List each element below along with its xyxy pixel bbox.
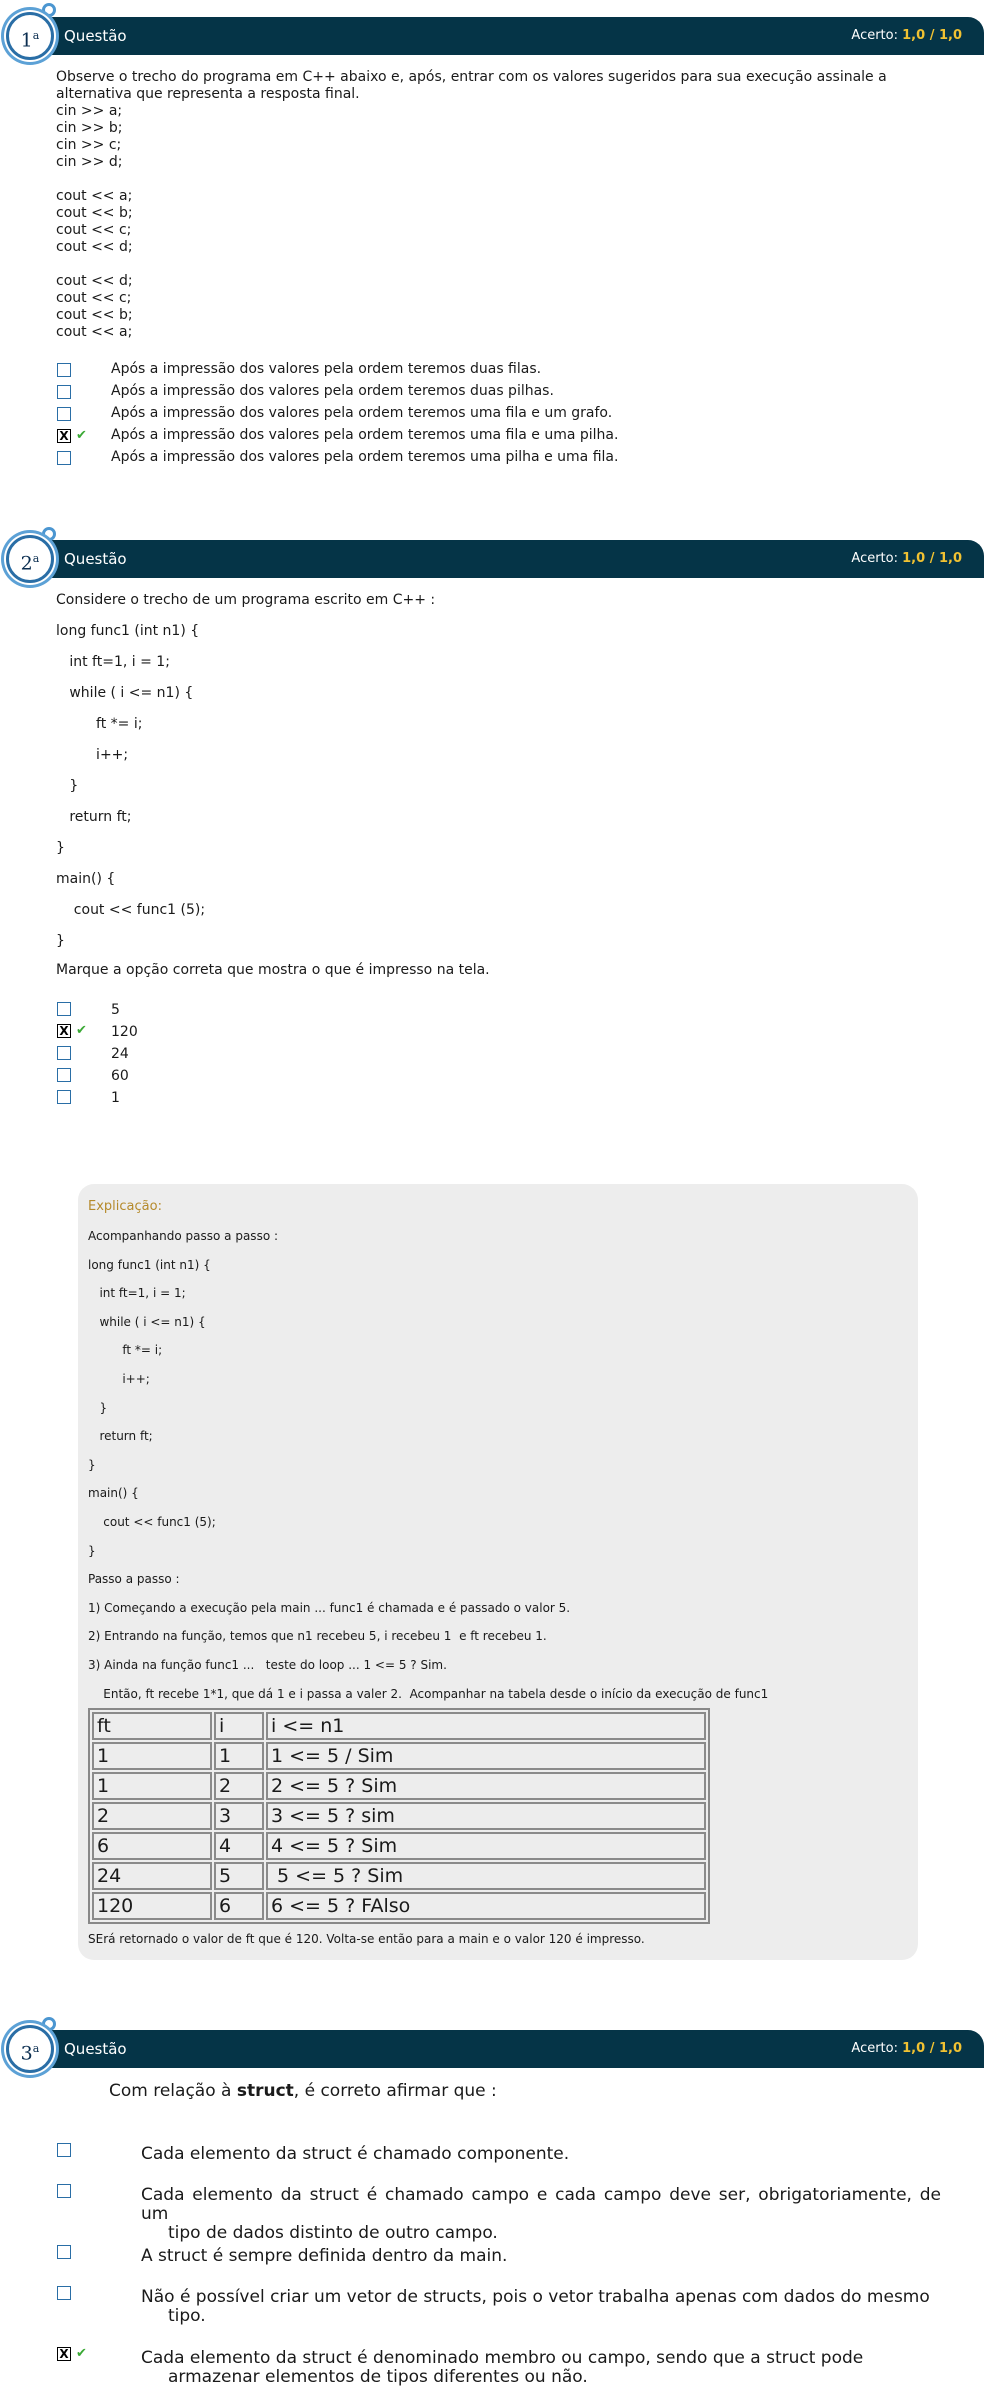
table-cell: 4	[214, 1832, 264, 1860]
table-cell: 5 <= 5 ? Sim	[266, 1862, 706, 1890]
table-row	[92, 1832, 706, 1860]
table-cell: 2	[214, 1772, 264, 1800]
correct-check-icon: ✔	[76, 2346, 87, 2361]
table-cell: 6 <= 5 ? FAlso	[266, 1892, 706, 1920]
table-header-cell: i	[214, 1712, 264, 1740]
question-number-badge: 1$^a$	[6, 12, 54, 60]
explanation-body: Acompanhando passo a passo : long func1 (int n1) { int ft=1, i = 1; while ( i <= n1) { ft *= i; i++; } return ft; } main() { cout << func1 (5); } Passo a passo : 1) Começando a execução pela main ... func1 é chamada e é passado o valor 5. 2) Entrando na função, temos que n1 recebeu 5, i recebeu 1 e ft recebeu 1. 3) Ainda na função func1 ... teste do loop ... 1 <= 5 ? Sim. Então, ft recebe 1*1, que dá 1 e i passa a valer 2. Acompanhar na tabela desde o início da execução de func1	[88, 1229, 769, 1701]
table-row	[92, 1892, 706, 1920]
question-3-stem: Com relação à struct, é correto afirmar que :	[109, 2081, 497, 2101]
checkbox[interactable]	[57, 2286, 71, 2300]
table-cell: 1 <= 5 / Sim	[266, 1742, 706, 1770]
table-cell: 3 <= 5 ? sim	[266, 1802, 706, 1830]
checkbox[interactable]	[57, 407, 71, 421]
table-cell: 24	[92, 1862, 212, 1890]
question-label: Questão	[64, 27, 127, 45]
table-row	[92, 1772, 706, 1800]
trace-table	[88, 1708, 710, 1924]
checkbox[interactable]	[57, 363, 71, 377]
option-label: 24	[111, 1046, 129, 1062]
table-cell: 6	[214, 1892, 264, 1920]
explanation-title: Explicação:	[88, 1199, 162, 1214]
question-2-prompt: Marque a opção correta que mostra o que é impresso na tela.	[56, 962, 490, 978]
table-cell: 5	[214, 1862, 264, 1890]
table-cell: 2	[92, 1802, 212, 1830]
score-display: Acerto: 1,0 / 1,0	[851, 2041, 962, 2056]
checkbox[interactable]	[57, 2143, 71, 2157]
option-label: Não é possível criar um vetor de structs, pois o vetor trabalha apenas com dados do mesmo tipo.	[141, 2287, 930, 2326]
score-display: Acerto: 1,0 / 1,0	[851, 551, 962, 566]
table-row	[92, 1742, 706, 1770]
table-header-cell: ft	[92, 1712, 212, 1740]
question-number-badge: 3$^a$	[6, 2025, 54, 2073]
option-label: 60	[111, 1068, 129, 1084]
explanation-panel	[78, 1184, 918, 1960]
option-label: 1	[111, 1090, 120, 1106]
question-1-header	[14, 17, 984, 55]
option-label: A struct é sempre definida dentro da main.	[141, 2246, 508, 2266]
checked-checkbox-icon[interactable]: X	[57, 1024, 71, 1038]
checkbox[interactable]	[57, 1068, 71, 1082]
table-cell: 3	[214, 1802, 264, 1830]
checkbox[interactable]	[57, 1002, 71, 1016]
question-1-stem: Observe o trecho do programa em C++ abaixo e, após, entrar com os valores sugeridos para sua execução assinale a alternativa que representa a resposta final.	[56, 69, 887, 102]
table-cell: 2 <= 5 ? Sim	[266, 1772, 706, 1800]
table-cell: 120	[92, 1892, 212, 1920]
table-row	[92, 1862, 706, 1890]
question-2-header	[14, 540, 984, 578]
option-label: Após a impressão dos valores pela ordem teremos uma pilha e uma fila.	[111, 449, 619, 465]
question-2-code: long func1 (int n1) { int ft=1, i = 1; while ( i <= n1) { ft *= i; i++; } return ft; } main() { cout << func1 (5); }	[56, 623, 206, 949]
question-3-header	[14, 2030, 984, 2068]
option-label: Após a impressão dos valores pela ordem teremos duas pilhas.	[111, 383, 554, 399]
correct-check-icon: ✔	[76, 1023, 87, 1038]
table-cell: 1	[214, 1742, 264, 1770]
question-number-badge: 2$^a$	[6, 535, 54, 583]
option-label: 120	[111, 1024, 138, 1040]
checkbox[interactable]	[57, 2184, 71, 2198]
option-label: Após a impressão dos valores pela ordem teremos uma fila e um grafo.	[111, 405, 613, 421]
checkbox[interactable]	[57, 1046, 71, 1060]
option-label: 5	[111, 1002, 120, 1018]
table-cell: 1	[92, 1742, 212, 1770]
question-label: Questão	[64, 2040, 127, 2058]
question-2-stem: Considere o trecho de um programa escrito em C++ :	[56, 592, 436, 608]
option-label: Após a impressão dos valores pela ordem teremos uma fila e uma pilha.	[111, 427, 619, 443]
checkbox[interactable]	[57, 1090, 71, 1104]
badge-decoration	[42, 3, 56, 17]
table-row	[92, 1712, 706, 1740]
option-label: Cada elemento da struct é chamado componente.	[141, 2144, 570, 2164]
option-label: Cada elemento da struct é chamado campo e cada campo deve ser, obrigatoriamente, de um tipo de dados distinto de outro campo.	[141, 2185, 941, 2243]
correct-check-icon: ✔	[76, 428, 87, 443]
checked-checkbox-icon[interactable]: X	[57, 2347, 71, 2361]
checkbox[interactable]	[57, 2245, 71, 2259]
explanation-footer: SErá retornado o valor de ft que é 120. Volta-se então para a main e o valor 120 é impresso.	[88, 1932, 645, 1946]
table-cell: 4 <= 5 ? Sim	[266, 1832, 706, 1860]
table-header-cell: i <= n1	[266, 1712, 706, 1740]
table-cell: 1	[92, 1772, 212, 1800]
table-cell: 6	[92, 1832, 212, 1860]
checked-checkbox-icon[interactable]: X	[57, 429, 71, 443]
checkbox[interactable]	[57, 385, 71, 399]
option-label: Cada elemento da struct é denominado membro ou campo, sendo que a struct pode armazenar elementos de tipos diferentes ou não.	[141, 2348, 864, 2387]
question-1-code: cin >> a; cin >> b; cin >> c; cin >> d; cout << a; cout << b; cout << c; cout << d; cout << d; cout << c; cout << b; cout << a;	[56, 103, 133, 340]
table-row	[92, 1802, 706, 1830]
checkbox[interactable]	[57, 451, 71, 465]
question-label: Questão	[64, 550, 127, 568]
option-label: Após a impressão dos valores pela ordem teremos duas filas.	[111, 361, 542, 377]
score-display: Acerto: 1,0 / 1,0	[851, 28, 962, 43]
